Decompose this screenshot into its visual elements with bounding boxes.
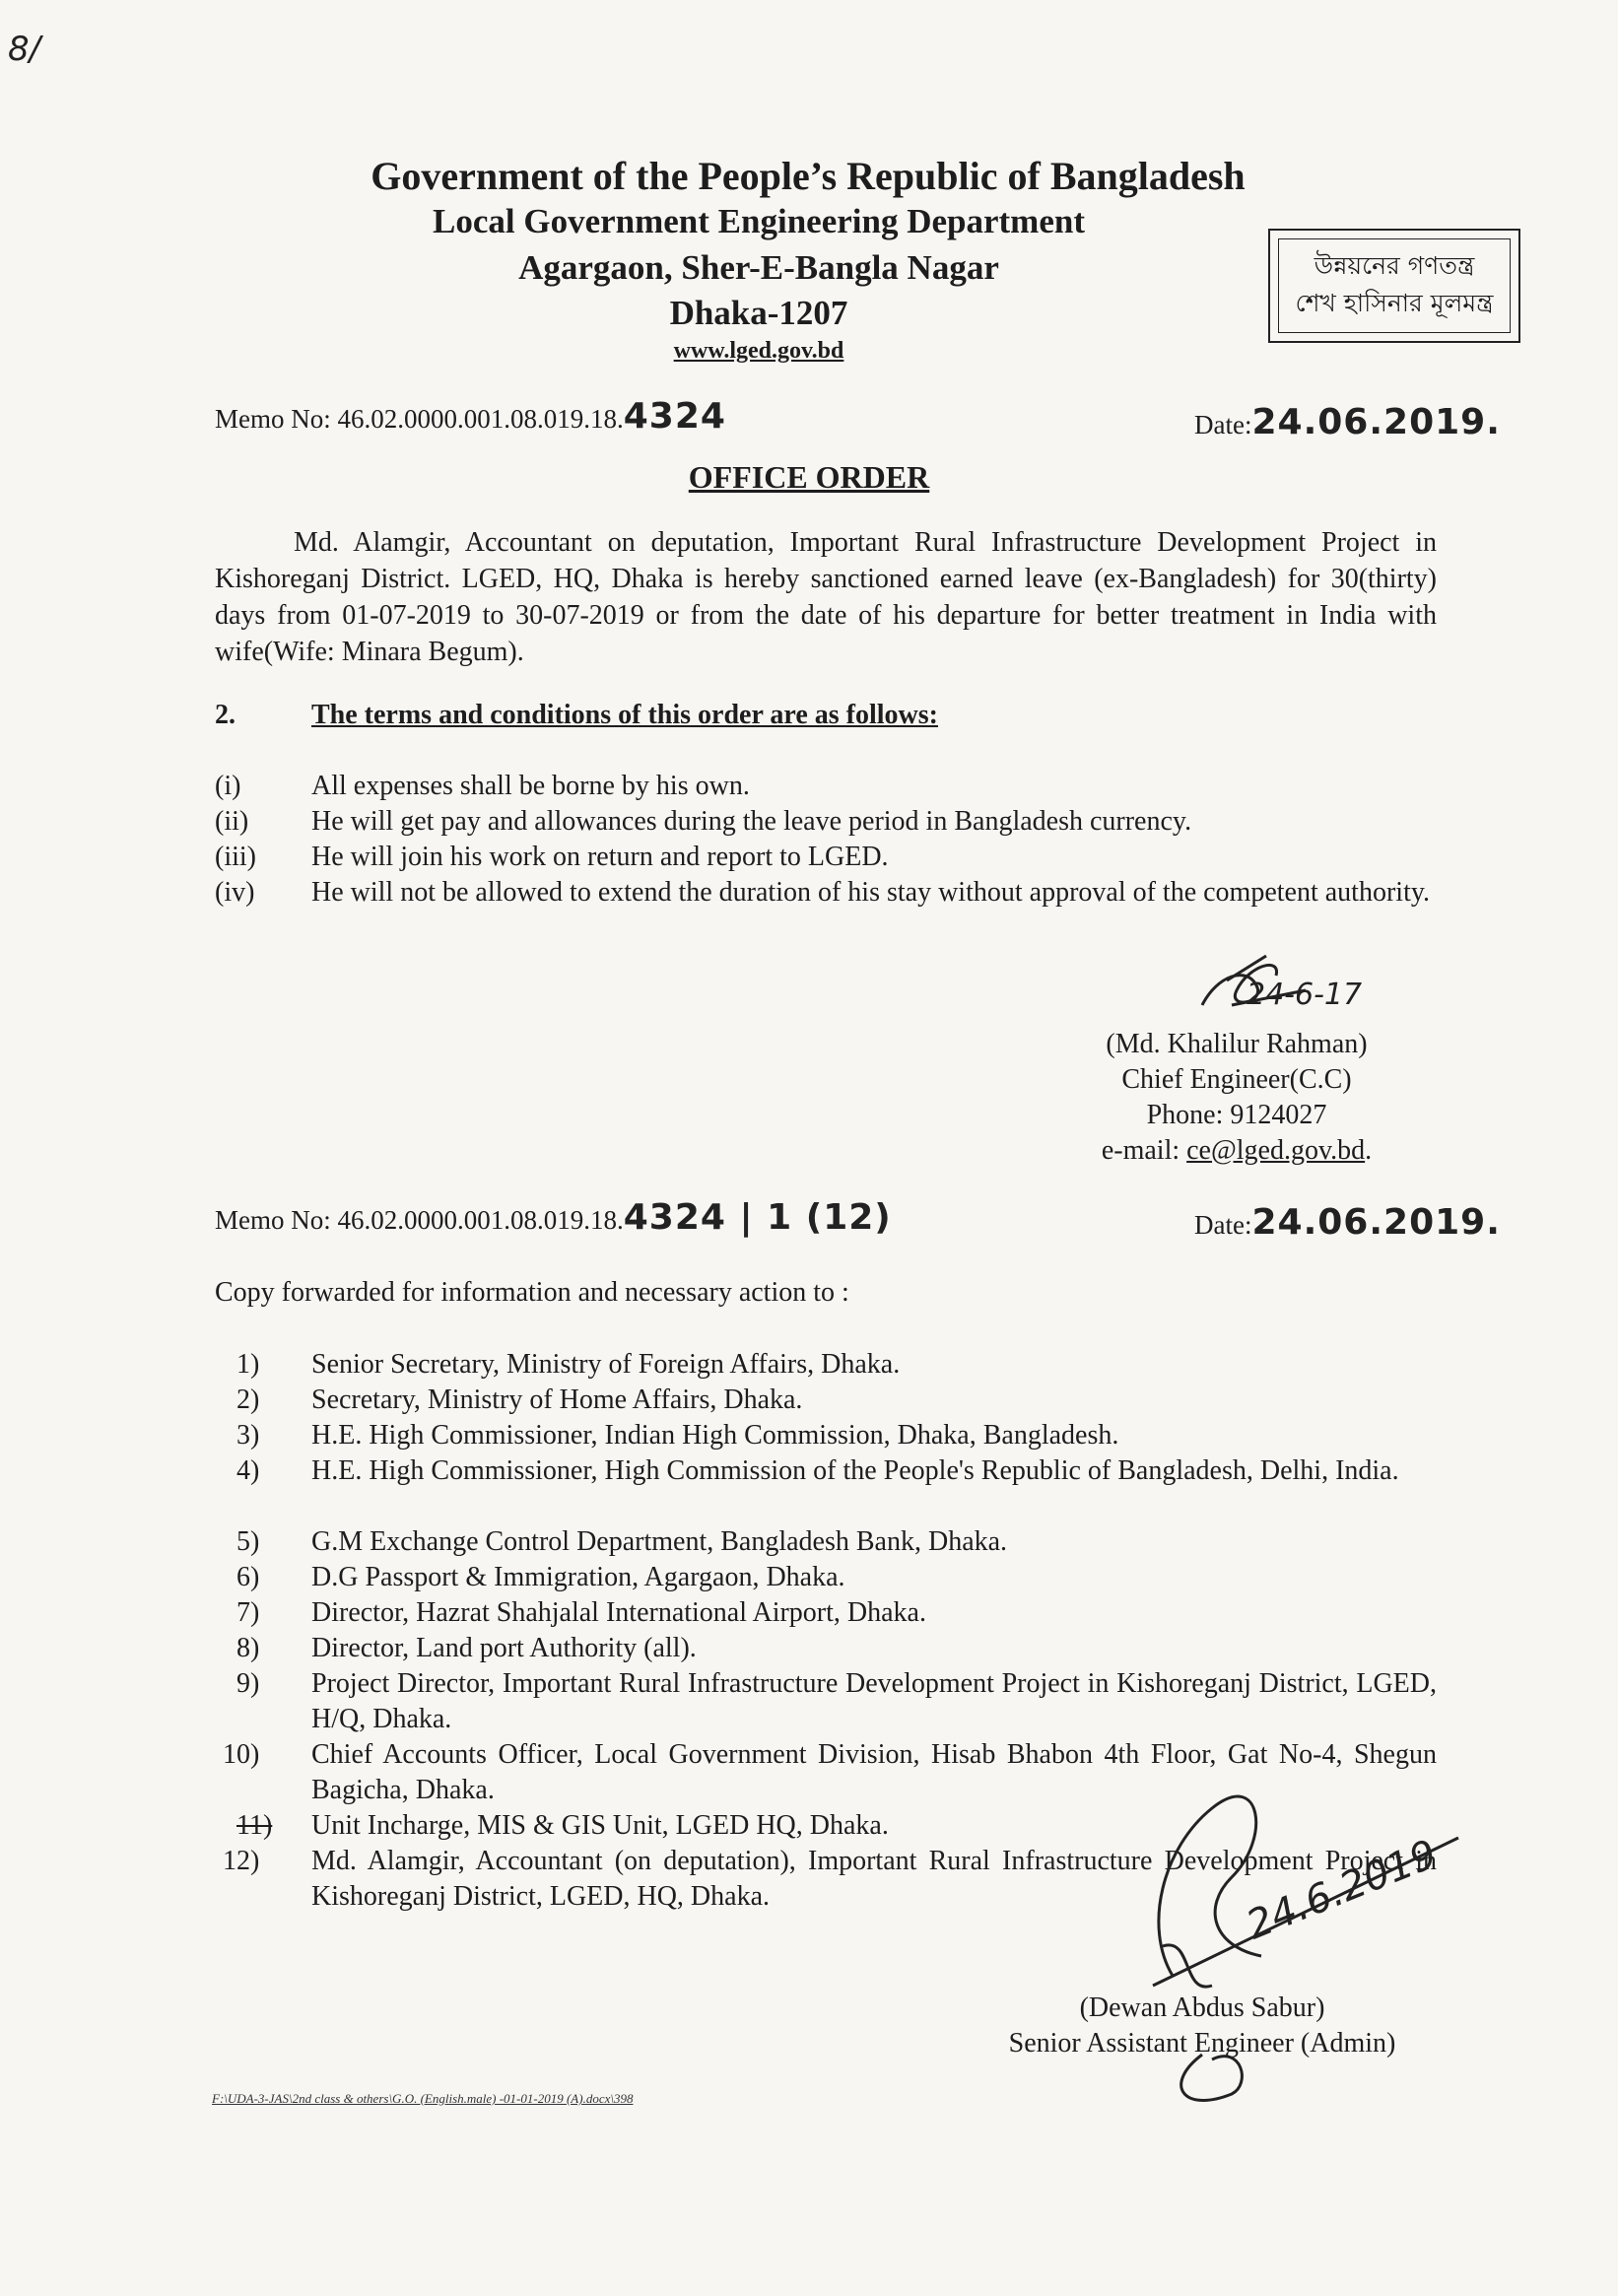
file-path-footer: F:\UDA-3-JAS\2nd class & others\G.O. (English.male) -01-01-2019 (A).docx\398: [212, 2091, 634, 2106]
recipient-text: Secretary, Ministry of Home Affairs, Dhaka.: [311, 1384, 803, 1415]
recipient-number: 12): [223, 1846, 260, 1876]
signatory-1-block: [1079, 1027, 1394, 1169]
order-paragraph: Md. Alamgir, Accountant on deputation, Important Rural Infrastructure Development Project in Kishoreganj District. LGED, HQ, Dhaka is hereby sanctioned earned leave (ex-Bangladesh) for 30(thirty) days from 01-07-2019 to 30-07-2019 or from the date of his departure for better treatment in India with wife(Wife: Minara Begum).: [215, 527, 1437, 667]
signature-2-scribble: [1104, 1749, 1498, 2124]
term-text: He will join his work on return and report to LGED.: [311, 842, 889, 872]
header-government: Government of the People’s Republic of Bangladesh: [371, 154, 1246, 198]
date-label: Date:: [1194, 1210, 1252, 1240]
memo-number-1: [215, 396, 726, 437]
recipient-number: 6): [236, 1562, 260, 1592]
slogan-line-2: শেখ হাসিনার মূলমন্ত্র: [1295, 289, 1494, 317]
slogan-inner-border: [1278, 238, 1511, 333]
memo-date-1: [1194, 402, 1501, 442]
recipient-number-struck: 11): [236, 1810, 273, 1841]
memo-handwritten-number: 4324: [623, 396, 726, 437]
date-label: Date:: [1194, 410, 1252, 439]
term-number: (iv): [215, 877, 255, 908]
recipient-number: 10): [223, 1739, 260, 1770]
recipient-number: 2): [236, 1384, 260, 1415]
memo-prefix: Memo No: 46.02.0000.001.08.019.18.: [215, 404, 624, 434]
section-number: 2.: [215, 700, 236, 730]
signatory-2-designation: Senior Assistant Engineer (Admin): [1008, 2028, 1396, 2059]
header-address: Agargaon, Sher-E-Bangla Nagar: [518, 248, 999, 287]
signature-1-handwritten-date: 24-6-17: [1247, 978, 1363, 1012]
signatory-1-designation: Chief Engineer(C.C): [1121, 1064, 1352, 1095]
recipient-number: 5): [236, 1526, 260, 1557]
term-text: All expenses shall be borne by his own.: [311, 771, 750, 801]
email-label: e-mail:: [1101, 1135, 1187, 1166]
recipient-text: Chief Accounts Officer, Local Government Division, Hisab Bhabon 4th Floor, Gat No-4, Shegun Bagicha, Dhaka.: [311, 1739, 1437, 1805]
recipient-number: 8): [236, 1633, 260, 1663]
term-number: (iii): [215, 842, 256, 872]
signatory-2-block: [971, 1991, 1434, 2061]
memo-prefix: Memo No: 46.02.0000.001.08.019.18.: [215, 1205, 624, 1235]
signatory-2-name: (Dewan Abdus Sabur): [1079, 1992, 1325, 2023]
recipient-text: G.M Exchange Control Department, Bangladesh Bank, Dhaka.: [311, 1526, 1008, 1557]
header-city: Dhaka-1207: [669, 294, 848, 332]
header-website-link[interactable]: www.lged.gov.bd: [673, 338, 844, 364]
copy-forward-intro: Copy forwarded for information and necessary action to :: [215, 1277, 849, 1308]
memo-handwritten-number: 4324 | 1 (12): [623, 1197, 892, 1238]
memo-date-2: [1194, 1202, 1501, 1243]
signatory-1-email-link[interactable]: ce@lged.gov.bd: [1186, 1135, 1366, 1166]
recipient-text: Unit Incharge, MIS & GIS Unit, LGED HQ, Dhaka.: [311, 1810, 889, 1841]
recipient-number: 3): [236, 1420, 260, 1451]
handwritten-date: 24.06.2019.: [1251, 402, 1501, 442]
recipient-text: H.E. High Commissioner, High Commission of the People's Republic of Bangladesh, Delhi, India.: [311, 1455, 1399, 1486]
recipient-text: Director, Land port Authority (all).: [311, 1633, 697, 1663]
signatory-1-name: (Md. Khalilur Rahman): [1106, 1029, 1368, 1059]
recipient-text: Director, Hazrat Shahjalal International Airport, Dhaka.: [311, 1597, 926, 1628]
email-end: .: [1365, 1135, 1373, 1166]
term-text: He will not be allowed to extend the duration of his stay without approval of the competent authority.: [311, 877, 1431, 908]
recipient-number: 9): [236, 1668, 260, 1699]
memo-number-2: [215, 1197, 892, 1238]
recipient-number: 4): [236, 1455, 260, 1486]
recipient-text: Project Director, Important Rural Infrastructure Development Project in Kishoreganj District, LGED, H/Q, Dhaka.: [311, 1668, 1437, 1734]
term-number: (ii): [215, 806, 249, 837]
section-heading: The terms and conditions of this order are as follows:: [311, 700, 938, 730]
signature-2-handwritten-date: 24.6.2019: [1240, 1831, 1444, 1949]
header-department: Local Government Engineering Department: [433, 202, 1085, 240]
slogan-line-1: উন্নয়নের গণতন্ত্র: [1314, 251, 1475, 280]
slogan-box: [1268, 229, 1520, 343]
terms-list: [215, 769, 1437, 946]
signatory-1-phone: Phone: 9124027: [1146, 1100, 1327, 1130]
recipient-text: Senior Secretary, Ministry of Foreign Affairs, Dhaka.: [311, 1349, 901, 1380]
recipient-text: Md. Alamgir, Accountant (on deputation), Important Rural Infrastructure Development Project in Kishoreganj District, LGED, HQ, Dhaka.: [311, 1846, 1437, 1912]
recipient-text: H.E. High Commissioner, Indian High Commission, Dhaka, Bangladesh.: [311, 1420, 1119, 1451]
term-text: He will get pay and allowances during the leave period in Bangladesh currency.: [311, 806, 1192, 837]
document-title: OFFICE ORDER: [688, 459, 930, 495]
handwritten-date: 24.06.2019.: [1251, 1202, 1501, 1243]
signatory-1-email-line: [1079, 1133, 1394, 1169]
corner-handwritten-mark: 8/: [8, 30, 41, 69]
recipient-number: 7): [236, 1597, 260, 1628]
recipient-number: 1): [236, 1349, 260, 1380]
term-number: (i): [215, 771, 241, 801]
recipient-text: D.G Passport & Immigration, Agargaon, Dhaka.: [311, 1562, 845, 1592]
